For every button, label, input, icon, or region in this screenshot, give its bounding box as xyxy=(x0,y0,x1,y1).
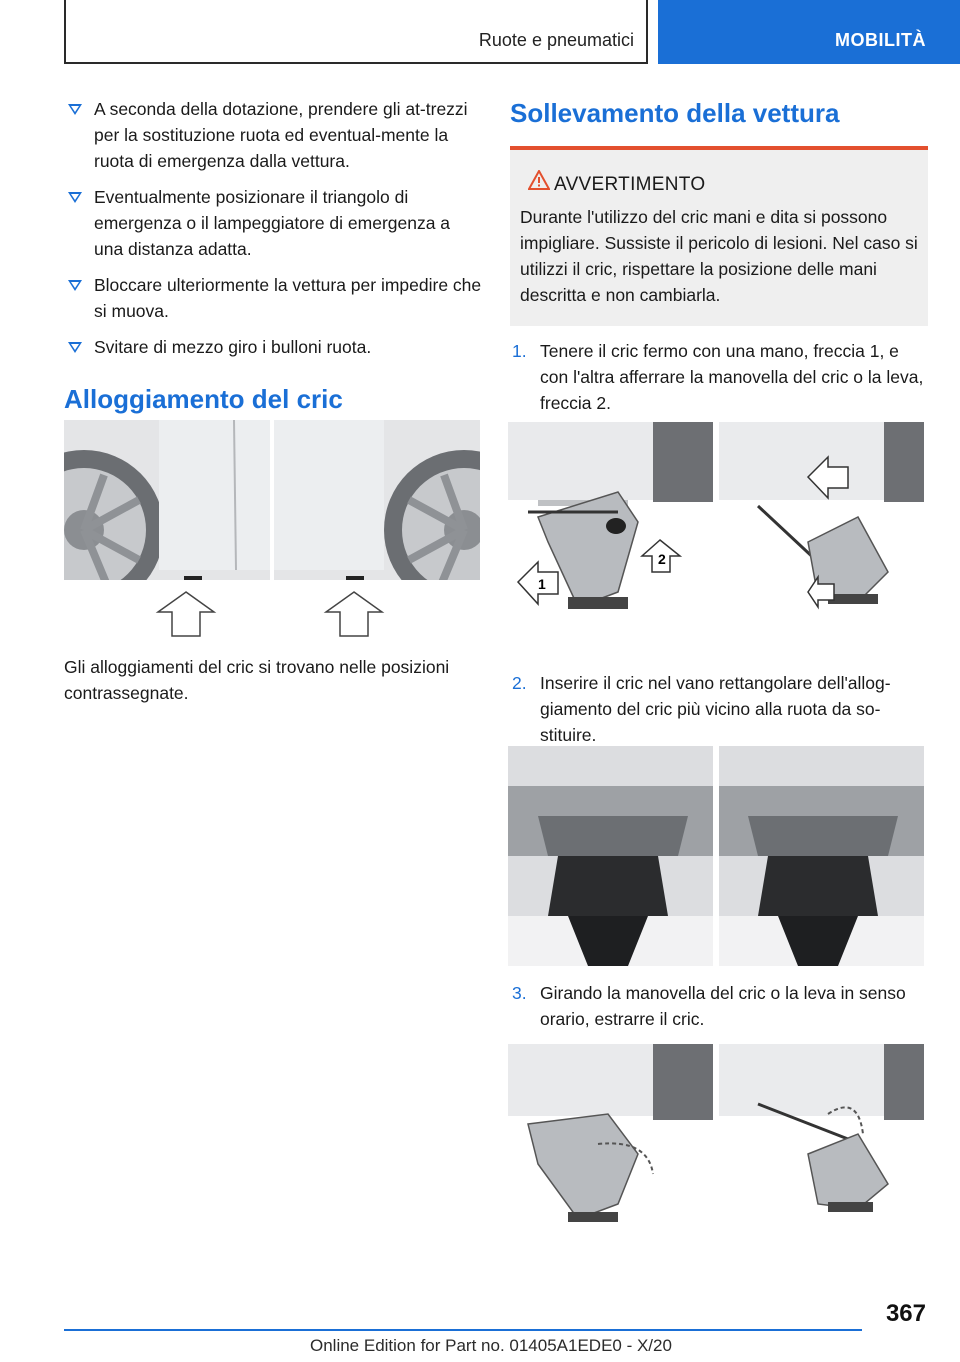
step-text: Girando la manovella del cric o la leva in senso orario, estrarre il cric. xyxy=(540,983,906,1029)
warning-text: Durante l'utilizzo del cric mani e dita si possono impigliare. Sussiste il pericolo di lesioni. Nel caso si utilizzi il cric, rispettare la posizione delle mani descritta e non cambiarla. xyxy=(520,207,918,305)
hold-jack-figure xyxy=(508,422,924,642)
jack-points-caption: Gli alloggiamenti del cric si trovano nelle posizioni contrassegnate. xyxy=(64,657,450,703)
warning-header xyxy=(520,172,918,198)
bullet-item: Eventualmente posizionare il triangolo di emergenza o il lampeggiatore di emergenza a una distanza adatta. xyxy=(64,184,482,262)
bullet-item: Bloccare ulteriormente la vettura per impedire che si muova. xyxy=(64,272,482,324)
step-item xyxy=(510,338,928,416)
crank-jack-illustration xyxy=(508,1044,924,1234)
step-text: Inserire il cric nel vano rettangolare dell'allog-giamento del cric più vicino alla ruota da so-stituire. xyxy=(540,673,891,745)
arrow-label-2: 2 xyxy=(658,551,666,567)
jack-slot-figure xyxy=(508,746,924,966)
triangle-bullet-icon xyxy=(68,342,82,353)
jack-points-caption-block xyxy=(64,654,482,706)
step-2-block xyxy=(510,670,928,748)
jack-points-figure xyxy=(64,420,480,640)
step-number: 3. xyxy=(512,983,527,1003)
warning-box xyxy=(510,146,928,326)
page-number: 367 xyxy=(885,1300,926,1327)
section-heading-lifting: Sollevamento della vettura xyxy=(510,98,840,128)
section-title: Ruote e pneumatici xyxy=(478,30,634,50)
chapter-tab xyxy=(658,0,960,64)
warning-title: AVVERTIMENTO xyxy=(554,174,706,195)
footer-edition: Online Edition for Part no. 01405A1EDE0 - X/20 xyxy=(310,1336,672,1355)
triangle-bullet-icon xyxy=(68,192,82,203)
triangle-bullet-icon xyxy=(68,104,82,115)
section-heading-jack-points: Alloggiamento del cric xyxy=(64,384,343,414)
warning-triangle-icon xyxy=(528,170,550,190)
hold-jack-illustration xyxy=(508,422,924,642)
footer-divider xyxy=(64,1329,862,1331)
chapter-tab-label: MOBILITÀ xyxy=(835,30,926,50)
bullet-item: Svitare di mezzo giro i bulloni ruota. xyxy=(64,334,482,360)
arrow-label-1: 1 xyxy=(538,576,546,592)
step-3-block xyxy=(510,980,928,1032)
jack-slot-illustration xyxy=(508,746,924,966)
left-column xyxy=(64,96,482,416)
triangle-bullet-icon xyxy=(68,280,82,291)
step-item xyxy=(510,980,928,1032)
jack-points-illustration xyxy=(64,420,480,640)
bullet-item: A seconda della dotazione, prendere gli at-trezzi per la sostituzione ruota ed eventual-mente la ruota di emergenza dalla vettura. xyxy=(64,96,482,174)
header-section-box xyxy=(64,0,648,64)
step-text: Tenere il cric fermo con una mano, freccia 1, e con l'altra afferrare la manovella del cric o la leva, freccia 2. xyxy=(540,341,924,413)
crank-jack-figure xyxy=(508,1044,924,1234)
step-number: 2. xyxy=(512,673,527,693)
step-number: 1. xyxy=(512,341,527,361)
right-column xyxy=(510,96,928,416)
step-item xyxy=(510,670,928,748)
